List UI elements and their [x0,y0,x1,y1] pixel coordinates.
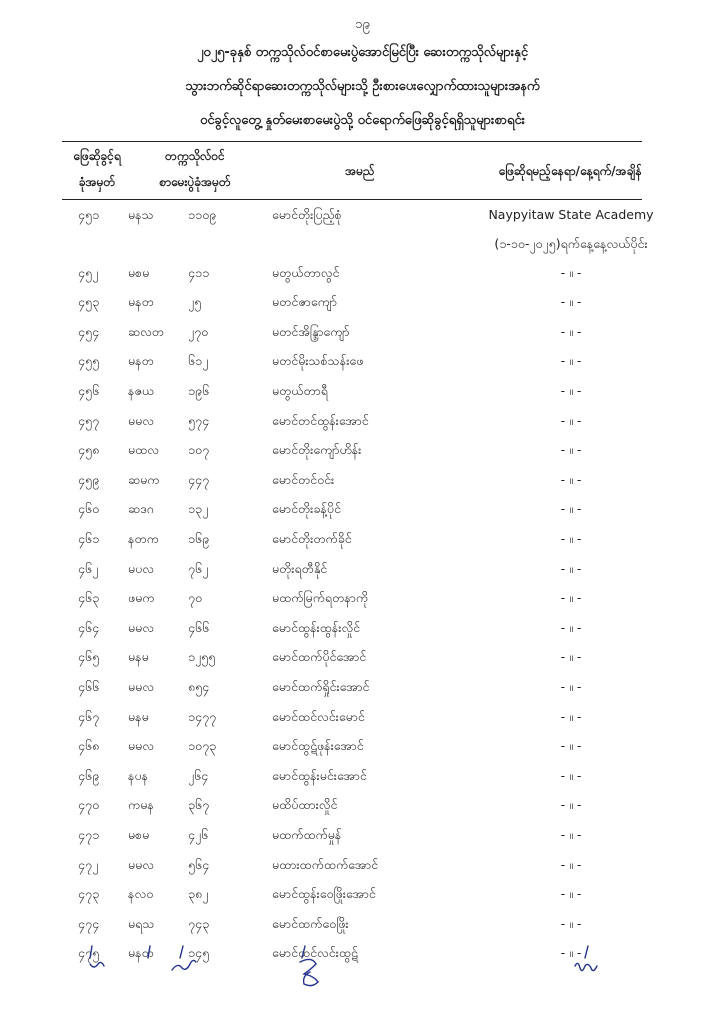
header-place-date-time: ဖြေဆိုရမည့်နေရာ/နေ့ရက်/အချိန် [498,164,642,178]
seat-no-cell: ၄၇၅ [78,945,100,961]
student-name-cell: မောင်တိုးကျော်ဟိန်း [272,442,362,458]
seat-no-cell: ၄၆၅ [78,649,100,665]
table-row [0,827,725,849]
exam-number-cell: ၁၀၇၃ [188,738,217,754]
table-row [0,383,725,405]
tick-mark-4 [302,946,305,958]
exam-code-cell: မစမ [128,264,150,280]
signature-4 [300,959,318,985]
place-cell: - ။ - [560,323,582,339]
exam-code-cell: ဆလတ [128,323,164,339]
exam-number-cell: ၂၅ [188,294,202,310]
place-cell: - ။ - [560,886,582,902]
exam-number-cell: ၃၈၂ [188,886,209,902]
seat-no-cell: ၄၆၉ [78,767,100,783]
exam-code-cell: မမလ [128,738,155,754]
student-name-cell: မတင်ဇာကျော် [272,294,337,310]
exam-number-cell: ၇၄၃ [188,915,210,931]
exam-number-cell: ၁၁၀၉ [188,207,217,222]
seat-no-cell: ၄၆၇ [78,708,100,724]
exam-code-cell: မထလ [128,442,159,458]
exam-number-cell: ၁၄၇၇ [188,708,217,724]
exam-code-cell: မမလ [128,856,155,872]
exam-code-cell: မနတ [128,353,154,369]
table-top-rule [62,141,642,142]
exam-code-cell: နဇယ [128,383,155,398]
table-row [0,916,725,938]
seat-no-cell: ၄၅၅ [78,353,100,369]
title-line-2: သွားဘက်ဆိုင်ရာဆေးတက္ကသိုလ်များသို့ ဦးစားပေးလျှောက်ထားသူများအနက် [185,79,540,94]
place-cell: - ။ - [560,501,582,517]
exam-code-cell: မမလ [128,619,155,635]
table-row [0,324,725,346]
table-row [0,413,725,435]
student-name-cell: မောင်ထက်ရှိုင်းအောင် [272,679,370,694]
exam-code-cell: နတက [128,531,159,546]
student-name-cell: မတိုးရတီနိုင် [272,560,328,576]
seat-no-cell: ၄၇၄ [78,915,100,931]
table-row [0,857,725,879]
student-name-cell: မောင်ထင်လင်းမောင် [272,708,365,724]
student-name-cell: မောင်တိုးတက်ခိုင် [272,531,352,546]
initials-5 [575,963,597,970]
exam-number-cell: ၁၉၆ [188,383,210,398]
exam-number-cell: ၁၀၇ [188,442,210,458]
tick-mark-2 [148,946,150,958]
student-name-cell: မောင်ထွန်းဝေဖြိုးအောင် [272,886,376,902]
exam-code-cell: မပလ [128,560,154,576]
place-cell: - ။ - [560,412,582,428]
page-number: ၁၉ [355,17,370,32]
exam-code-cell: ဖမက [128,590,155,606]
table-row [0,353,725,375]
seat-no-cell: ၄၇၃ [78,886,100,902]
student-name-cell: မထက်မြက်ရတနာကို [272,590,369,606]
exam-code-cell: မနမ [128,708,149,724]
student-name-cell: မောင်တင်ထွန်းအောင် [272,412,369,428]
initials-3 [172,960,196,970]
exam-number-cell: ၁၄၅ [188,945,210,961]
exam-number-cell: ၈၅၄ [188,679,210,694]
exam-code-cell: မမလ [128,679,155,694]
place-cell: - ။ - [560,590,582,606]
table-row [0,620,725,642]
exam-number-cell: ၅၆၄ [188,856,210,872]
place-cell: - ။ - [560,708,582,724]
seat-no-cell: ၄၇၀ [78,797,100,813]
exam-code-cell: မနမ [128,649,149,665]
table-row [0,501,725,523]
seat-no-cell: ၄၅၄ [78,323,100,339]
table-header-rule [62,199,642,200]
place-cell: - ။ - [560,442,582,458]
student-name-cell: မောင်ထွန်းမင်းအောင် [272,767,367,783]
first-row-date-note: (၁-၁၀-၂၀၂၅)ရက်နေ့နေ့လယ်ပိုင်း [494,236,648,251]
place-cell: - ။ - [560,353,582,369]
table-row [0,294,725,316]
header-exam-no-line1: တက္ကသိုလ်ဝင် [165,149,225,163]
place-cell: - ။ - [560,827,582,842]
student-name-cell: မောင်ထွန်းထွန်းလှိုင် [272,619,361,635]
exam-code-cell: မနတ [128,294,154,310]
exam-number-cell: ၄၂၆ [188,827,209,842]
place-cell: - ။ - [560,649,582,665]
table-row [0,679,725,701]
table-row [0,207,725,229]
exam-code-cell: မစမ [128,827,150,842]
exam-code-cell: နပန [128,767,149,783]
exam-number-cell: ၂၇၀ [188,323,209,339]
exam-number-cell: ၆၁၂ [188,353,209,369]
seat-no-cell: ၄၅၉ [78,471,100,487]
exam-code-cell: ဆမက [128,471,160,487]
table-row [0,265,725,287]
place-cell: - ။ - [560,767,582,783]
tick-mark-5 [585,946,588,958]
seat-no-cell: ၄၆၈ [78,738,100,754]
student-name-cell: မတွယ်တာရီ [272,383,328,398]
table-row [0,531,725,553]
header-seat-no-line2: ခုံအမှတ် [78,175,116,189]
table-row [0,472,725,494]
table-row [0,442,725,464]
seat-no-cell: ၄၅၁ [78,207,100,222]
exam-number-cell: ၄၆၆ [188,619,210,635]
place-cell: - ။ - [560,945,582,961]
seat-no-cell: ၄၇၂ [78,856,99,872]
exam-number-cell: ၃၆၇ [188,797,210,813]
exam-code-cell: ကမန [128,797,154,813]
header-seat-no-line1: ဖြေဆိုခွင့်ရ [73,149,121,163]
place-cell: - ။ - [560,915,582,931]
exam-code-cell: မနတ [128,945,154,961]
exam-number-cell: ၇၀ [188,590,203,606]
table-row [0,886,725,908]
header-exam-no-line2: စာမေးပွဲခုံအမှတ် [159,175,231,189]
student-name-cell: မတင်မိုးသစ်သန်းဖေ [272,353,364,369]
tick-mark-3 [180,946,183,958]
seat-no-cell: ၄၅၆ [78,383,100,398]
handwritten-signatures [0,940,725,1000]
place-cell: - ။ - [560,619,582,635]
seat-no-cell: ၄၆၁ [78,531,100,546]
table-row [0,768,725,790]
exam-number-cell: ၂၆၄ [188,767,209,783]
seat-no-cell: ၄၆၂ [78,560,99,576]
table-row [0,590,725,612]
table-row [0,649,725,671]
exam-number-cell: ၄၁၁ [188,264,210,280]
student-name-cell: မတင်အိန္ဒြာကျော် [272,323,350,339]
initials-1 [90,962,104,967]
place-cell: - ။ - [560,797,582,813]
exam-number-cell: ၇၆၂ [188,560,209,576]
place-cell: - ။ - [560,294,582,310]
exam-code-cell: မမလ [128,412,155,428]
table-row [0,709,725,731]
exam-code-cell: မရသ [128,915,155,931]
place-cell: - ။ - [560,560,582,576]
place-cell: - ။ - [560,264,582,280]
student-name-cell: မထက်ထက်မှုန် [272,827,342,842]
exam-number-cell: ၁၂၅၅ [188,649,216,665]
seat-no-cell: ၄၅၃ [78,294,100,310]
exam-number-cell: ၁၃၂ [188,501,209,517]
exam-number-cell: ၄၄၇ [188,471,210,487]
seat-no-cell: ၄၅၇ [78,412,100,428]
place-cell: - ။ - [560,679,582,694]
seat-no-cell: ၄၅၈ [78,442,100,458]
place-cell: Naypyitaw State Academy [488,207,654,222]
place-cell: - ။ - [560,383,582,398]
student-name-cell: မောင်ထွဋ်ဖုန်းအောင် [272,738,364,754]
student-name-cell: မောင်တိုးခန့်ပိုင် [272,501,341,517]
table-row [0,561,725,583]
title-line-1: ၂၀၂၅-ခုနှစ် တက္ကသိုလ်ဝင်စာမေးပွဲအောင်မြင်ပြီး ဆေးတက္ကသိုလ်များနှင့် [196,45,529,60]
exam-code-cell: မနသ [128,207,154,222]
seat-no-cell: ၄၇၁ [78,827,100,842]
student-name-cell: မတွယ်တာလွင် [272,264,340,280]
student-name-cell: မောင်တင်ဝင်း [272,471,335,487]
exam-number-cell: ၁၆၉ [188,531,210,546]
place-cell: - ။ - [560,531,582,546]
student-name-cell: မထိပ်ထားလှိုင် [272,797,338,813]
tick-mark-1 [90,946,92,958]
seat-no-cell: ၄၅၂ [78,264,99,280]
place-cell: - ။ - [560,738,582,754]
exam-code-cell: နလဝ [128,886,154,902]
seat-no-cell: ၄၆၀ [78,501,100,517]
title-line-3: ဝင်ခွင့်လူတွေ့ နှုတ်မေးစာမေးပွဲသို့ ဝင်ရောက်ဖြေဆိုခွင့်ရရှိသူများစာရင်း [200,113,525,128]
student-name-cell: မောင်ထင်လင်းထွဋ် [272,945,358,961]
place-cell: - ။ - [560,856,582,872]
exam-number-cell: ၅၇၄ [188,412,210,428]
student-name-cell: မောင်တိုးပြည့်စုံ [272,207,342,222]
table-row [0,738,725,760]
table-row [0,797,725,819]
student-name-cell: မောင်ထက်ဝေဖြိုး [272,915,349,931]
seat-no-cell: ၄၆၆ [78,679,100,694]
student-name-cell: မထားထက်ထက်အောင် [272,856,379,872]
seat-no-cell: ၄၆၃ [78,590,100,606]
seat-no-cell: ၄၆၄ [78,619,100,635]
header-name: အမည် [345,164,375,178]
exam-code-cell: ဆဒဂ [128,501,154,517]
place-cell: - ။ - [560,471,582,487]
student-name-cell: မောင်ထက်ပိုင်အောင် [272,649,367,665]
